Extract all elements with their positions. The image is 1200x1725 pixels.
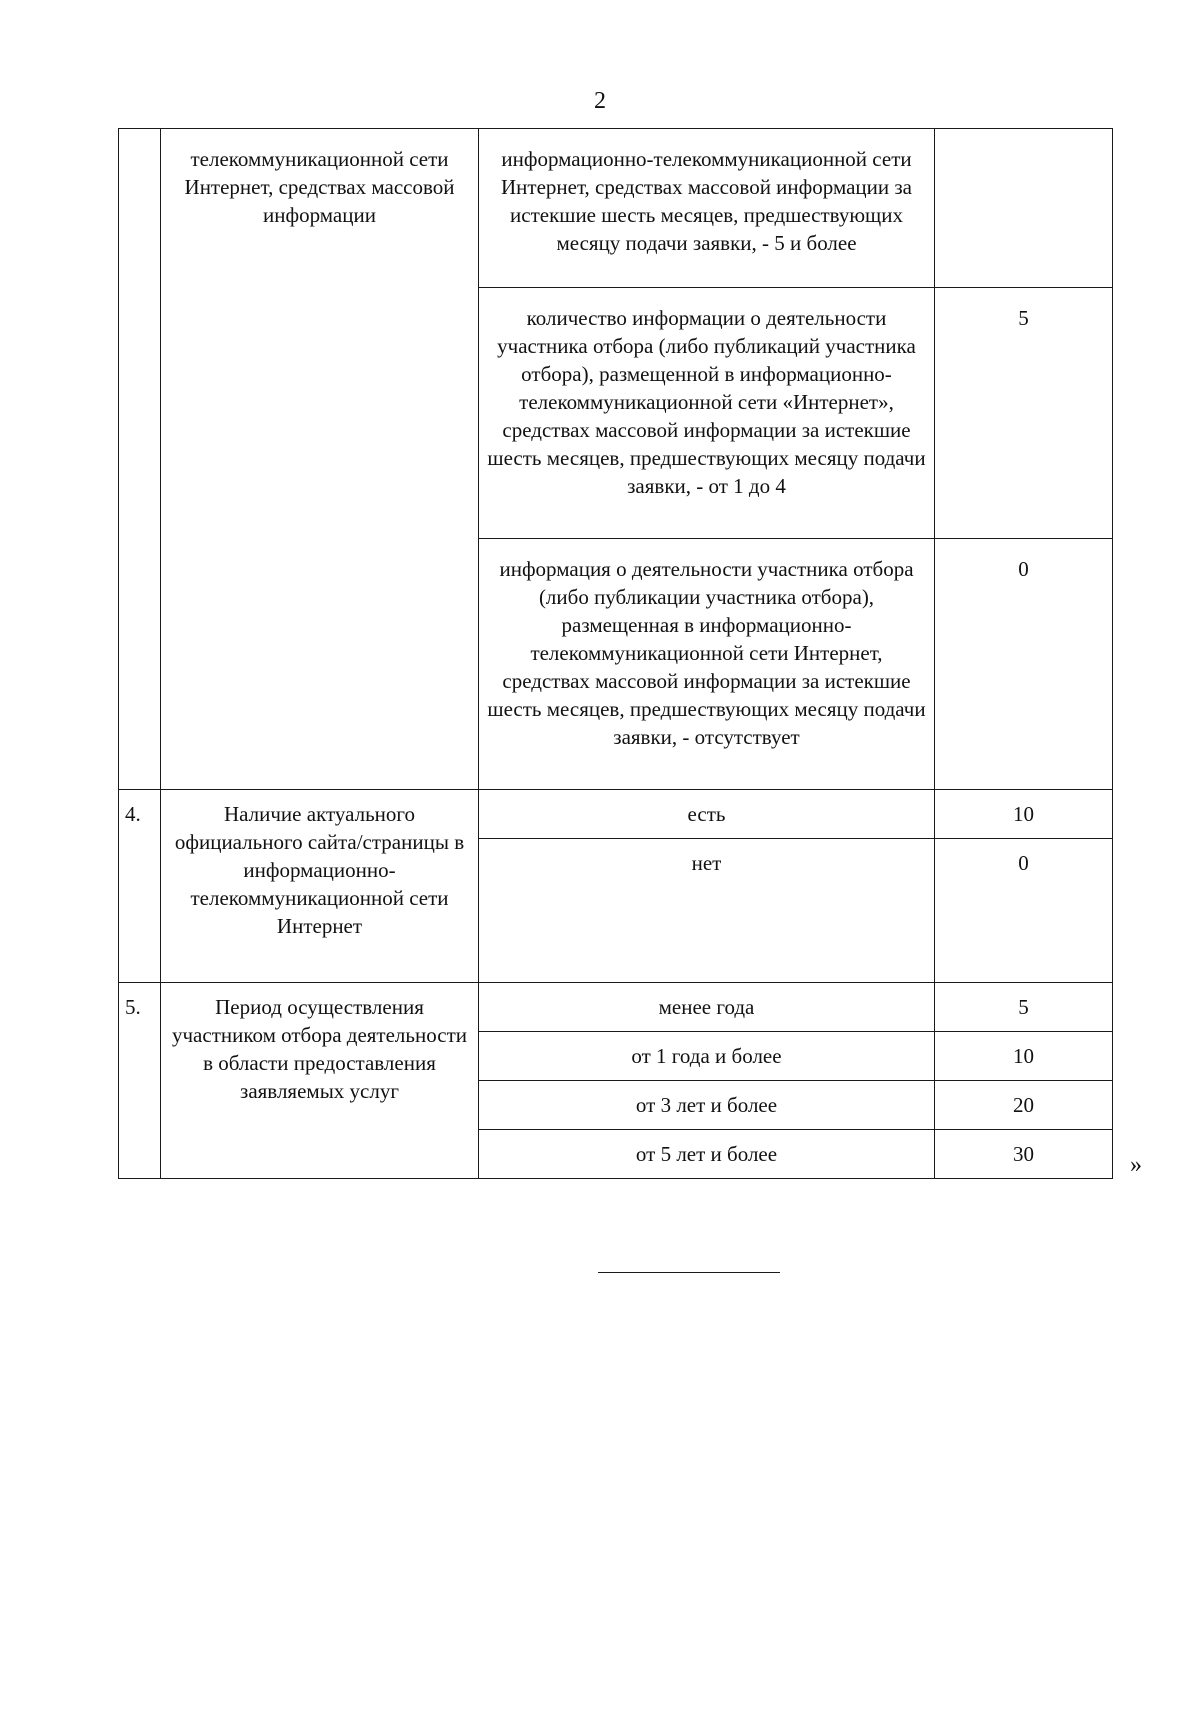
closing-quote: » [1130,1152,1142,1178]
condition-cell: от 5 лет и более [479,1130,935,1179]
row-number: 5. [119,983,161,1179]
score-cell: 0 [935,539,1113,790]
criterion-cell: Период осуществления участником отбора деятельности в области предоставления заявляемых услуг [161,983,479,1179]
condition-cell: количество информации о деятельности участника отбора (либо публикаций участника отбора), размещенной в информационно-телекоммуникационной сети «Интернет», средствах массовой информации за истекшие шесть месяцев, предшествующих месяцу подачи заявки, - от 1 до 4 [479,288,935,539]
end-of-document-rule [598,1272,780,1273]
table-row [119,983,1113,1032]
table-row [119,790,1113,839]
condition-cell: от 1 года и более [479,1032,935,1081]
criteria-table [118,128,1113,1179]
page-number: 2 [594,88,606,114]
score-cell: 10 [935,1032,1113,1081]
condition-cell: информация о деятельности участника отбора (либо публикации участника отбора), размещенная в информационно-телекоммуникационной сети Интернет, средствах массовой информации за истекшие шесть месяцев, предшествующих месяцу подачи заявки, - отсутствует [479,539,935,790]
condition-cell: есть [479,790,935,839]
row-number [119,129,161,790]
condition-cell: менее года [479,983,935,1032]
score-cell: 5 [935,288,1113,539]
score-cell [935,129,1113,288]
row-number: 4. [119,790,161,983]
table-row [119,129,1113,288]
score-cell: 30 [935,1130,1113,1179]
score-cell: 10 [935,790,1113,839]
score-cell: 20 [935,1081,1113,1130]
score-cell: 5 [935,983,1113,1032]
criterion-cell: телекоммуникационной сети Интернет, средствах массовой информации [161,129,479,790]
condition-cell: от 3 лет и более [479,1081,935,1130]
condition-cell: нет [479,839,935,983]
condition-cell: информационно-телекоммуникационной сети Интернет, средствах массовой информации за истекшие шесть месяцев, предшествующих месяцу подачи заявки, - 5 и более [479,129,935,288]
criterion-cell: Наличие актуального официального сайта/страницы в информационно-телекоммуникационной сети Интернет [161,790,479,983]
score-cell: 0 [935,839,1113,983]
